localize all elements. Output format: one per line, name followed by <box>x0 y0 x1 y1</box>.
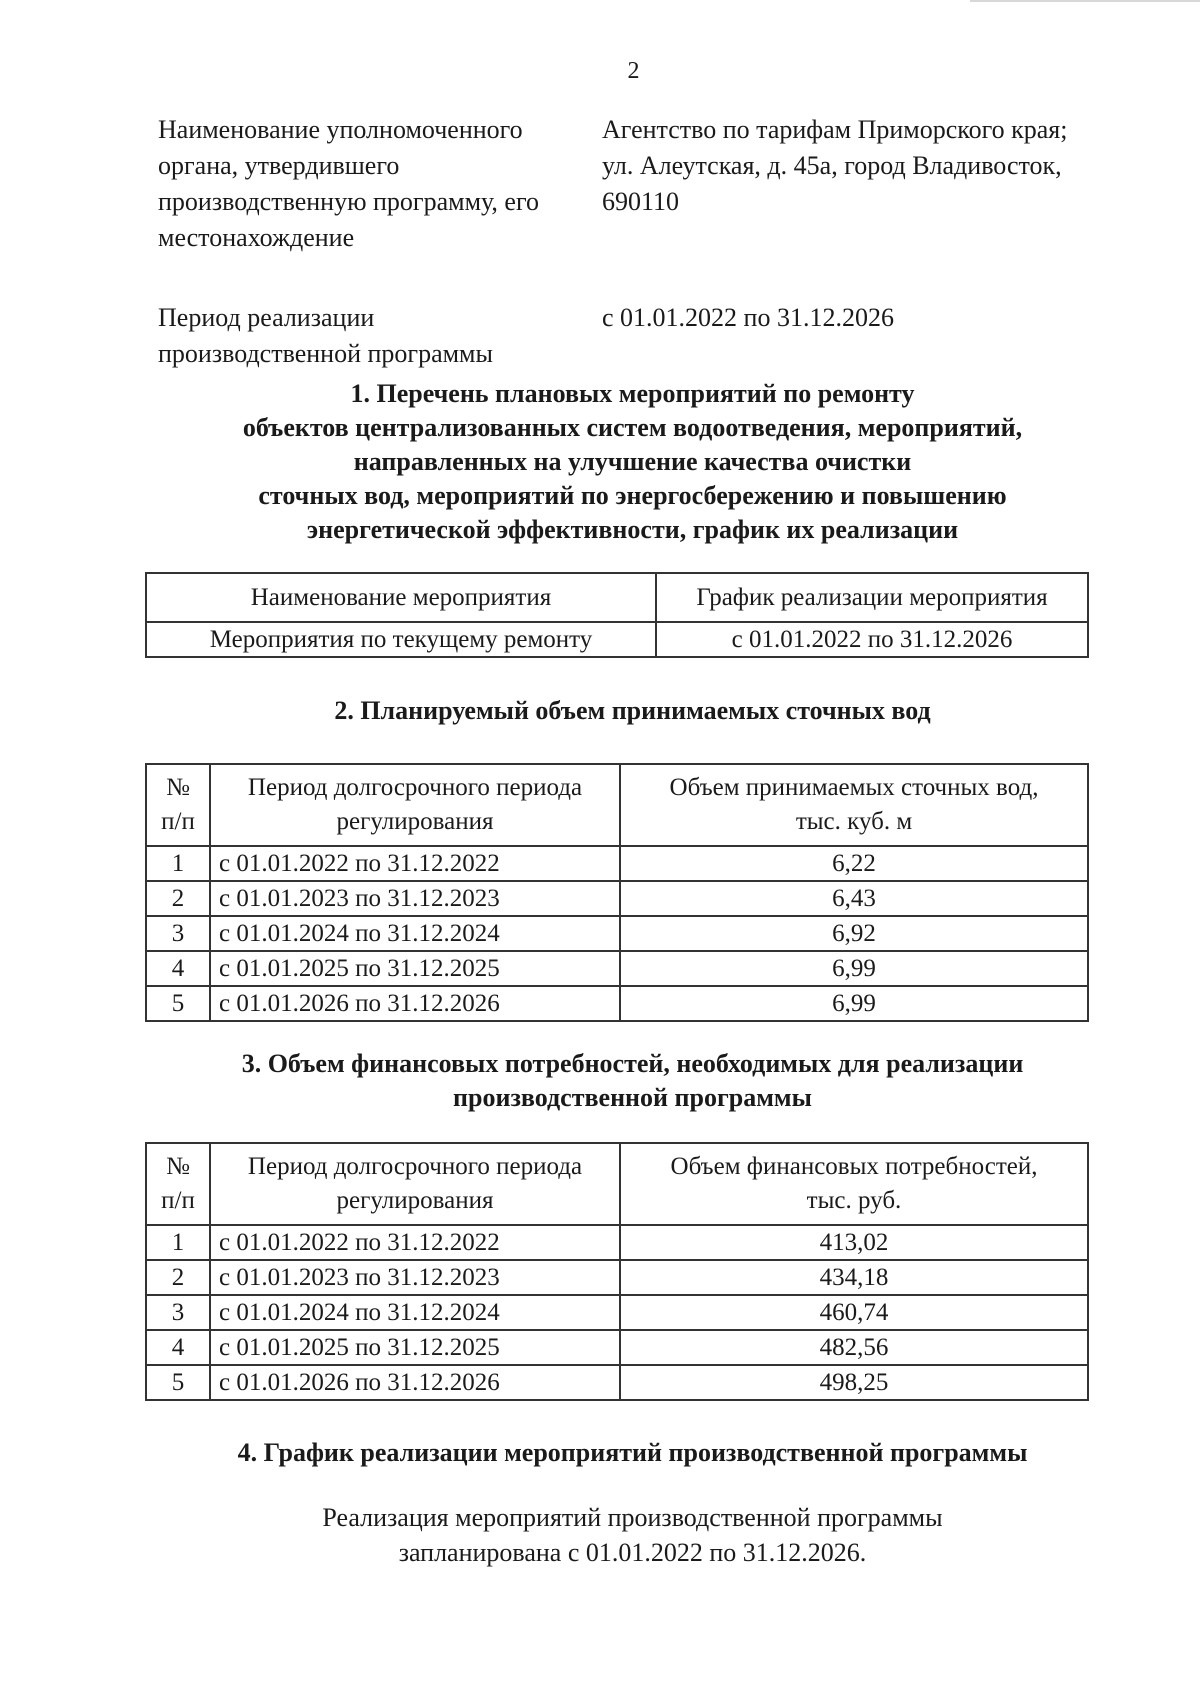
cell-finance: 460,74 <box>620 1295 1088 1330</box>
table-row <box>146 916 1088 951</box>
authority-value: Агентство по тарифам Приморского края; ул. Алеутская, д. 45а, город Владивосток, 690110 <box>602 115 1068 216</box>
table-row <box>146 951 1088 986</box>
cell-number: 5 <box>146 1365 210 1400</box>
col-header-period: Период долгосрочного периода регулирования <box>210 1143 620 1225</box>
cell-number: 3 <box>146 1295 210 1330</box>
period-value: с 01.01.2022 по 31.12.2026 <box>602 303 894 332</box>
section4-heading: 4. График реализации мероприятий производственной программы <box>237 1438 1028 1467</box>
cell-volume: 6,99 <box>620 986 1088 1021</box>
table-row <box>146 1225 1088 1260</box>
cell-finance: 413,02 <box>620 1225 1088 1260</box>
period-label: Период реализации производственной программы <box>158 303 493 368</box>
cell-period: с 01.01.2024 по 31.12.2024 <box>210 1295 620 1330</box>
cell-number: 2 <box>146 1260 210 1295</box>
cell-period: с 01.01.2026 по 31.12.2026 <box>210 986 620 1021</box>
cell-period: с 01.01.2023 по 31.12.2023 <box>210 1260 620 1295</box>
cell-finance: 498,25 <box>620 1365 1088 1400</box>
col-header-measure: Наименование мероприятия <box>146 573 656 622</box>
cell-volume: 6,99 <box>620 951 1088 986</box>
cell-finance: 482,56 <box>620 1330 1088 1365</box>
table-header-row <box>146 573 1088 622</box>
cell-number: 2 <box>146 881 210 916</box>
table-row <box>146 1295 1088 1330</box>
table-row <box>146 881 1088 916</box>
cell-volume: 6,43 <box>620 881 1088 916</box>
col-header-period: Период долгосрочного периода регулирования <box>210 764 620 846</box>
table-row <box>146 1330 1088 1365</box>
col-header-number: № п/п <box>146 764 210 846</box>
cell-number: 4 <box>146 1330 210 1365</box>
cell-period: с 01.01.2022 по 31.12.2022 <box>210 846 620 881</box>
cell-number: 3 <box>146 916 210 951</box>
table-header-row <box>146 764 1088 846</box>
section4-text: Реализация мероприятий производственной программы запланирована с 01.01.2022 по 31.12.2026. <box>322 1503 943 1567</box>
table-header-row <box>146 1143 1088 1225</box>
section3-table <box>145 1142 1089 1401</box>
cell-period: с 01.01.2025 по 31.12.2025 <box>210 951 620 986</box>
col-header-finance: Объем финансовых потребностей, тыс. руб. <box>620 1143 1088 1225</box>
cell-number: 1 <box>146 1225 210 1260</box>
col-header-volume: Объем принимаемых сточных вод, тыс. куб. м <box>620 764 1088 846</box>
cell-period: с 01.01.2022 по 31.12.2022 <box>210 1225 620 1260</box>
cell-volume: 6,92 <box>620 916 1088 951</box>
cell-schedule: с 01.01.2022 по 31.12.2026 <box>656 622 1088 657</box>
section2-heading: 2. Планируемый объем принимаемых сточных вод <box>334 696 931 725</box>
cell-period: с 01.01.2025 по 31.12.2025 <box>210 1330 620 1365</box>
table-row <box>146 986 1088 1021</box>
section1-table <box>145 572 1089 658</box>
table-row <box>146 846 1088 881</box>
table-row <box>146 1260 1088 1295</box>
cell-number: 5 <box>146 986 210 1021</box>
cell-period: с 01.01.2023 по 31.12.2023 <box>210 881 620 916</box>
page-number: 2 <box>627 58 640 84</box>
cell-volume: 6,22 <box>620 846 1088 881</box>
cell-number: 1 <box>146 846 210 881</box>
cell-period: с 01.01.2024 по 31.12.2024 <box>210 916 620 951</box>
table-row <box>146 622 1088 657</box>
table-row <box>146 1365 1088 1400</box>
col-header-schedule: График реализации мероприятия <box>656 573 1088 622</box>
section3-heading: 3. Объем финансовых потребностей, необходимых для реализации производственной программы <box>241 1049 1024 1112</box>
scan-edge-mark <box>970 0 1200 2</box>
col-header-number: № п/п <box>146 1143 210 1225</box>
section2-table <box>145 763 1089 1022</box>
cell-period: с 01.01.2026 по 31.12.2026 <box>210 1365 620 1400</box>
section1-heading: 1. Перечень плановых мероприятий по ремонту объектов централизованных систем водоотведения, мероприятий, направленных на улучшение качества очистки сточных вод, мероприятий по энергосбережению и повышению энергетической эффективности, график их реализации <box>242 379 1023 544</box>
cell-finance: 434,18 <box>620 1260 1088 1295</box>
cell-measure: Мероприятия по текущему ремонту <box>146 622 656 657</box>
cell-number: 4 <box>146 951 210 986</box>
authority-label: Наименование уполномоченного органа, утвердившего производственную программу, его местонахождение <box>158 115 539 252</box>
